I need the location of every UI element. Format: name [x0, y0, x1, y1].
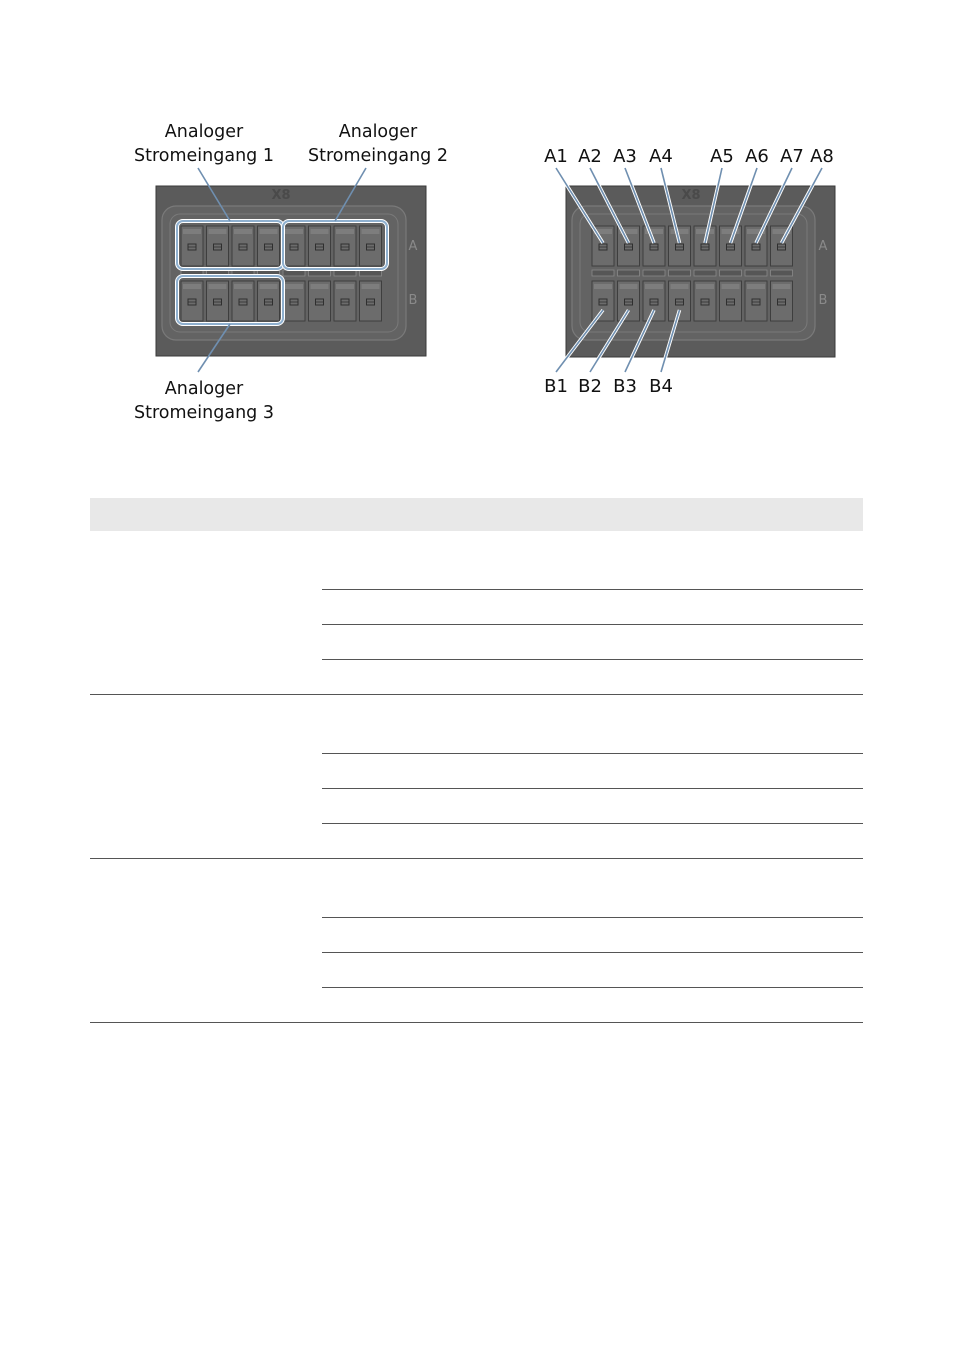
callout-1-line-2: Stromeingang 1: [134, 146, 274, 166]
table-row: [322, 988, 863, 1022]
left-connector-diagram: [134, 122, 448, 423]
left-terminal-top: [362, 284, 380, 289]
left-terminal-top: [260, 284, 278, 289]
pin-label-a2: A2: [578, 146, 602, 167]
callout-3-line-2: Stromeingang 3: [134, 403, 274, 423]
right-connector-label: X8: [681, 188, 701, 203]
right-terminal-top: [696, 284, 714, 289]
table-row: [322, 789, 863, 824]
left-terminal-top: [311, 284, 329, 289]
right-connector-diagram: [544, 146, 835, 397]
table-row: [322, 859, 863, 918]
table-row: [322, 531, 863, 590]
table-row: [322, 660, 863, 694]
right-terminal-top: [671, 284, 689, 289]
left-terminal-top: [209, 229, 227, 234]
right-separator: [643, 270, 665, 276]
right-separator: [618, 270, 640, 276]
left-terminal-top: [183, 229, 201, 234]
callout-2-line-1: Analoger: [338, 122, 418, 142]
table-row: [322, 590, 863, 625]
right-terminal-top: [620, 284, 638, 289]
right-row-label-b: B: [818, 293, 828, 308]
table-row: [322, 754, 863, 789]
left-terminal-top: [362, 229, 380, 234]
left-terminal-top: [234, 229, 252, 234]
right-separator: [669, 270, 691, 276]
table-row: [322, 918, 863, 953]
connector-figure: [0, 0, 953, 460]
pin-label-a5: A5: [710, 146, 734, 167]
right-terminal-top: [671, 229, 689, 234]
pin-assignment-table: [90, 498, 863, 1023]
callout-2-line-2: Stromeingang 2: [308, 146, 448, 166]
right-separator: [694, 270, 716, 276]
right-row-label-a: A: [818, 239, 828, 254]
pin-label-a6: A6: [745, 146, 769, 167]
pin-label-b3: B3: [613, 376, 637, 397]
left-terminal-top: [336, 284, 354, 289]
right-terminal-top: [645, 284, 663, 289]
pin-label-b4: B4: [649, 376, 673, 397]
right-terminal-top: [696, 229, 714, 234]
right-terminal-top: [747, 284, 765, 289]
left-terminal-top: [285, 229, 303, 234]
left-row-label-b: B: [408, 293, 418, 308]
connector-diagram-svg: [0, 0, 953, 460]
table-row: [322, 953, 863, 988]
left-terminal-top: [285, 284, 303, 289]
callout-1-line-1: Analoger: [164, 122, 244, 142]
right-terminal-top: [773, 284, 791, 289]
right-separator: [771, 270, 793, 276]
pin-label-b1: B1: [544, 376, 568, 397]
table-group-3: [90, 859, 863, 1023]
table-row: [322, 824, 863, 858]
pin-label-a7: A7: [780, 146, 804, 167]
table-row: [322, 625, 863, 660]
callout-3-line-1: Analoger: [164, 379, 244, 399]
left-connector-label: X8: [271, 188, 291, 203]
right-terminal-top: [594, 284, 612, 289]
left-terminal-top: [311, 229, 329, 234]
right-terminal-top: [722, 284, 740, 289]
pin-label-a3: A3: [613, 146, 637, 167]
table-header: [90, 498, 863, 531]
pin-label-b2: B2: [578, 376, 602, 397]
pin-label-a1: A1: [544, 146, 568, 167]
table-row: [322, 695, 863, 754]
table-group-1: [90, 531, 863, 695]
pin-label-a8: A8: [810, 146, 834, 167]
left-terminal-top: [234, 284, 252, 289]
right-separator: [745, 270, 767, 276]
table-group-2: [90, 695, 863, 859]
left-terminal-top: [336, 229, 354, 234]
left-terminal-top: [183, 284, 201, 289]
right-separator: [720, 270, 742, 276]
left-terminal-top: [260, 229, 278, 234]
pin-label-a4: A4: [649, 146, 673, 167]
left-terminal-top: [209, 284, 227, 289]
right-separator: [592, 270, 614, 276]
left-row-label-a: A: [408, 239, 418, 254]
